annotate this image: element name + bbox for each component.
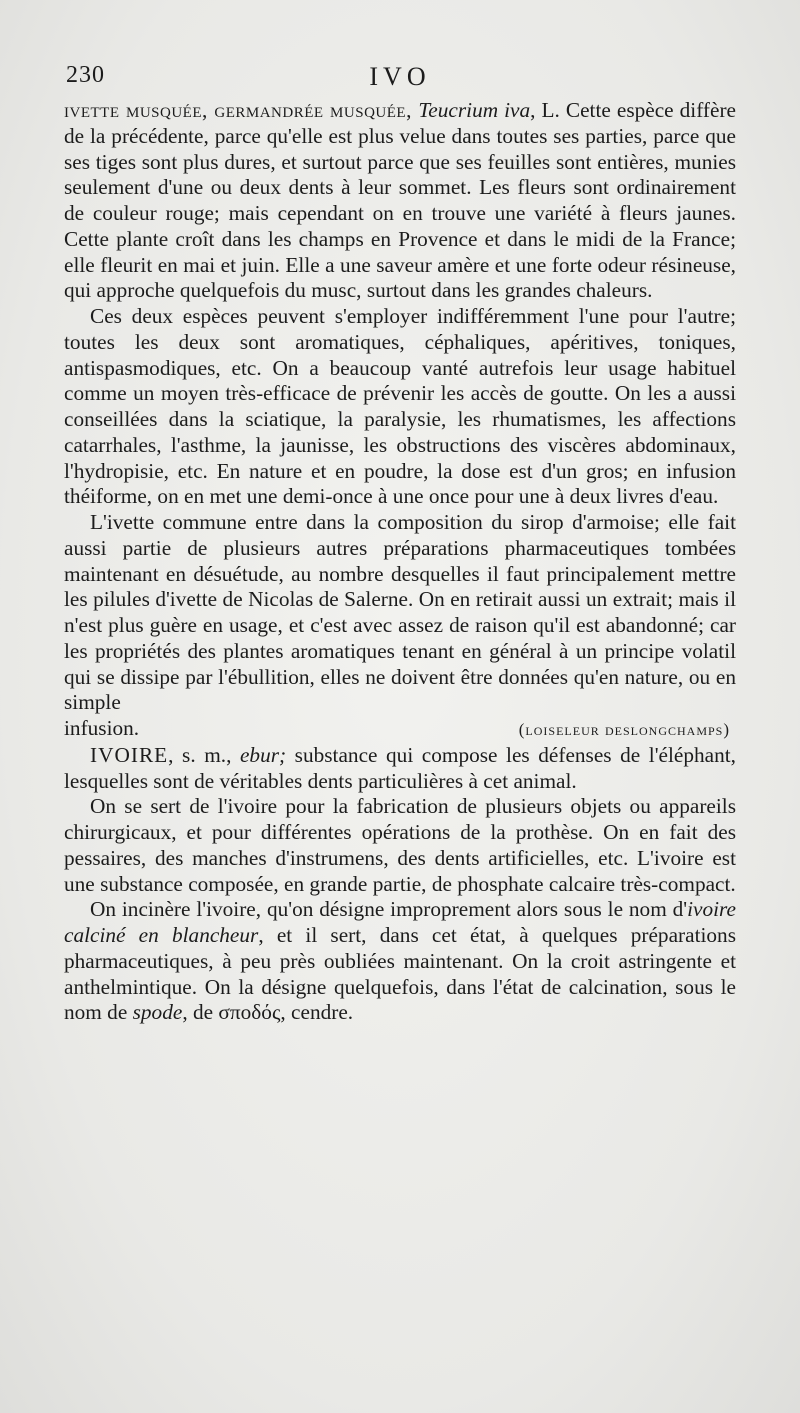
linnaeus-abbrev: , L. (530, 98, 560, 122)
calcine-text-b: , et il sert, dans cet état, à quelques préparations pharmaceutiques, à peu près oubliées maintenant. On la croit astringente et anthelmintique. On la désigne quelquefois, dans l'état de calcination, sous le nom de (64, 923, 736, 1025)
calcine-text-d: , cendre. (280, 1000, 354, 1025)
paragraph-preparations-end: infusion. (64, 716, 140, 740)
running-title: IVO (369, 62, 431, 91)
entry-ivoire-paragraph (64, 743, 736, 795)
paragraph-ivoire-uses: On se sert de l'ivoire pour la fabrication de plusieurs objets ou appareils chirurgicaux, et pour différentes opérations de la prothèse. On en fait des pessaires, des manches d'instrumens, des dents artificielles, etc. L'ivoire est une substance composée, en grande partie, de phosphate calcaire très-compact. (64, 794, 736, 896)
paragraph-ivoire-calcine (64, 897, 736, 1026)
paragraph-preparations: L'ivette commune entre dans la composition du sirop d'armoise; elle fait aussi partie de plusieurs autres préparations pharmaceutiques tombées maintenant en désuétude, au nombre desquelles il faut principalement mettre les pilules d'ivette de Nicolas de Salerne. On en retirait aussi un extrait; mais il n'est plus guère en usage, et c'est avec assez de raison qu'il est abandonné; car les propriétés des plantes aromatiques tenant en général à un principe volatil qui se dissipe par l'ébullition, elles ne doivent être données qu'en nature, ou en simple (64, 510, 736, 715)
entry-ivette-musquee-paragraph (64, 98, 736, 304)
calcine-text-c: , de (182, 1000, 219, 1025)
entry-ivette-musquee-description: Cette espèce diffère de la précédente, parce qu'elle est plus velue dans toutes ses parties, parce que ses tiges sont plus dures, et surtout parce que ses feuilles sont entières, munies seulement d'une ou deux dents à leur sommet. Les fleurs sont ordinairement de couleur rouge; mais cependant on en trouve une variété à fleurs jaunes. Cette plante croît dans les champs en Provence et dans le midi de la France; elle fleurit en mai et juin. Elle a une saveur amère et une forte odeur résineuse, qui approche quelquefois du musc, surtout dans les grandes chaleurs. (64, 98, 737, 303)
calcine-italic-term: ivoire calciné en blancheur (64, 897, 736, 947)
entry-ivoire-latin: ebur; (239, 742, 287, 767)
entry-ivoire-grammar: , s. m., (168, 742, 240, 767)
calcine-text-a: On incinère l'ivoire, qu'on désigne improprement alors sous le nom d' (90, 897, 688, 922)
entry-ivoire-headword: IVOIRE (90, 742, 169, 767)
running-head (66, 62, 734, 98)
latin-name: Teucrium iva (418, 98, 531, 122)
entry-ivette-musquee-title: ivette musquée, germandrée musquée, (64, 98, 419, 122)
page-number: 230 (66, 62, 105, 88)
entry-ivoire-definition: substance qui compose les défenses de l'éléphant, lesquelles sont de véritables dents particulières à cet animal. (64, 742, 737, 793)
paragraph-medical-uses: Ces deux espèces peuvent s'employer indifféremment l'une pour l'autre; toutes les deux sont aromatiques, céphaliques, apéritives, toniques, antispasmodiques, etc. On a beaucoup vanté autrefois leur usage habituel comme un moyen très-efficace de prévenir les accès de goutte. On les a aussi conseillées dans la sciatique, la paralysie, les rhumatismes, les affections catarrhales, l'asthme, la jaunisse, les obstructions des viscères abdominaux, l'hydropisie, etc. En nature et en poudre, la dose est d'un gros; en infusion théiforme, on en met une demi-once à une once pour une à deux livres d'eau. (64, 304, 736, 509)
spode-term: spode (132, 1000, 183, 1025)
author-signature: (loiseleur deslongchamps) (518, 720, 730, 739)
text-block (64, 98, 736, 1026)
greek-word: σποδός (218, 1000, 281, 1025)
signature-line (64, 716, 736, 743)
